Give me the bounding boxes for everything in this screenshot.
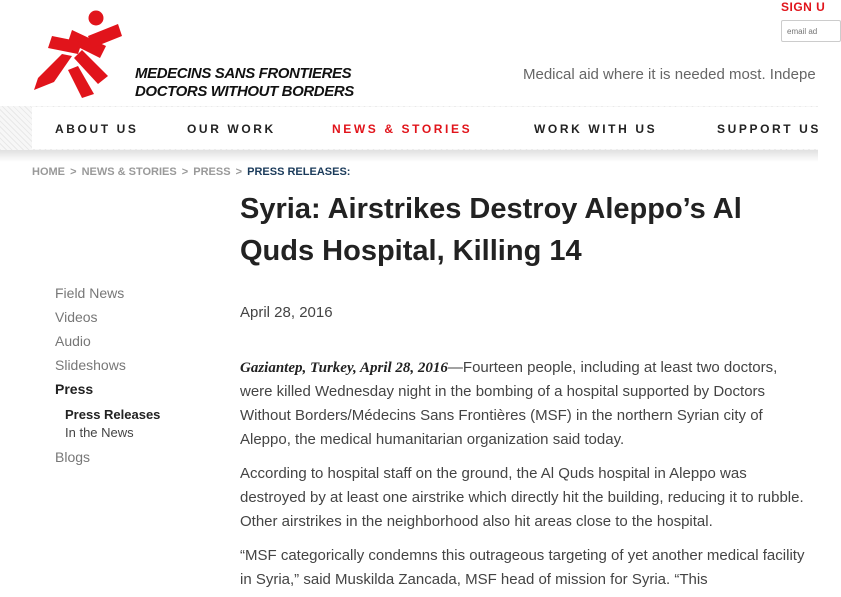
sidebar-subitem-in-the-news[interactable]: In the News bbox=[65, 425, 134, 440]
breadcrumb-separator: > bbox=[235, 166, 243, 178]
breadcrumb-current: PRESS RELEASES: bbox=[247, 166, 351, 178]
nav-about-us[interactable]: ABOUT US bbox=[55, 122, 139, 136]
sidebar-item-audio[interactable]: Audio bbox=[55, 333, 91, 349]
main-nav bbox=[32, 107, 822, 149]
article-paragraph-2: According to hospital staff on the ground, the Al Quds hospital in Aleppo was destroyed by at least one airstrike which directly hit the building, reducing it to rubble. Other airstrikes in the neighborhood also hit areas close to the hospital. bbox=[240, 465, 804, 530]
site-tagline: Medical aid where it is needed most. Indepe bbox=[523, 66, 816, 83]
breadcrumb-separator: > bbox=[70, 166, 77, 178]
nav-shadow bbox=[0, 150, 818, 162]
nav-news-stories[interactable]: NEWS & STORIES bbox=[332, 122, 473, 136]
breadcrumb-separator: > bbox=[181, 166, 189, 178]
site-header bbox=[0, 0, 826, 106]
main-nav-bar bbox=[0, 106, 822, 150]
article-date: April 28, 2016 bbox=[240, 304, 333, 321]
article-paragraph-1-text: —Fourteen people, including at least two doctors, were killed Wednesday night in the bombing of a hospital supported by Doctors Without Borders/Médecins Sans Frontières (MSF) in the northern Syrian city of Aleppo, the medical humanitarian organization said today. bbox=[240, 359, 778, 448]
email-signup-input[interactable] bbox=[781, 20, 841, 42]
article-dateline: Gaziantep, Turkey, April 28, 2016 bbox=[240, 360, 448, 376]
article-title: Syria: Airstrikes Destroy Aleppo’s Al Quds Hospital, Killing 14 bbox=[240, 193, 742, 267]
article-paragraph-3: “MSF categorically condemns this outrageous targeting of yet another medical facility in Syria,” said Muskilda Zancada, MSF head of mission for Syria. “This bbox=[240, 547, 805, 588]
msf-logo[interactable] bbox=[32, 6, 354, 102]
sidebar-item-videos[interactable]: Videos bbox=[55, 309, 98, 325]
sidebar-item-slideshows[interactable]: Slideshows bbox=[55, 357, 126, 373]
signup-label[interactable]: SIGN U bbox=[781, 0, 826, 14]
nav-support-us[interactable]: SUPPORT US bbox=[717, 122, 822, 136]
nav-work-with-us[interactable]: WORK WITH US bbox=[534, 122, 658, 136]
sidebar-item-field-news[interactable]: Field News bbox=[55, 285, 125, 301]
sidebar-item-blogs[interactable]: Blogs bbox=[55, 449, 91, 465]
article-paragraph-1 bbox=[240, 356, 810, 452]
msf-running-man-icon bbox=[32, 6, 132, 102]
sidebar-item-press[interactable]: Press bbox=[55, 381, 94, 397]
breadcrumb-press[interactable]: PRESS bbox=[193, 166, 231, 178]
sidebar-subitem-press-releases[interactable]: Press Releases bbox=[65, 407, 161, 422]
breadcrumb bbox=[32, 166, 350, 178]
breadcrumb-home[interactable]: HOME bbox=[32, 166, 65, 178]
breadcrumb-news-stories[interactable]: NEWS & STORIES bbox=[81, 166, 177, 178]
logo-text-line1: MEDECINS SANS FRONTIERES bbox=[135, 65, 352, 82]
logo-text-line2: DOCTORS WITHOUT BORDERS bbox=[135, 83, 354, 100]
nav-our-work[interactable]: OUR WORK bbox=[187, 122, 276, 136]
